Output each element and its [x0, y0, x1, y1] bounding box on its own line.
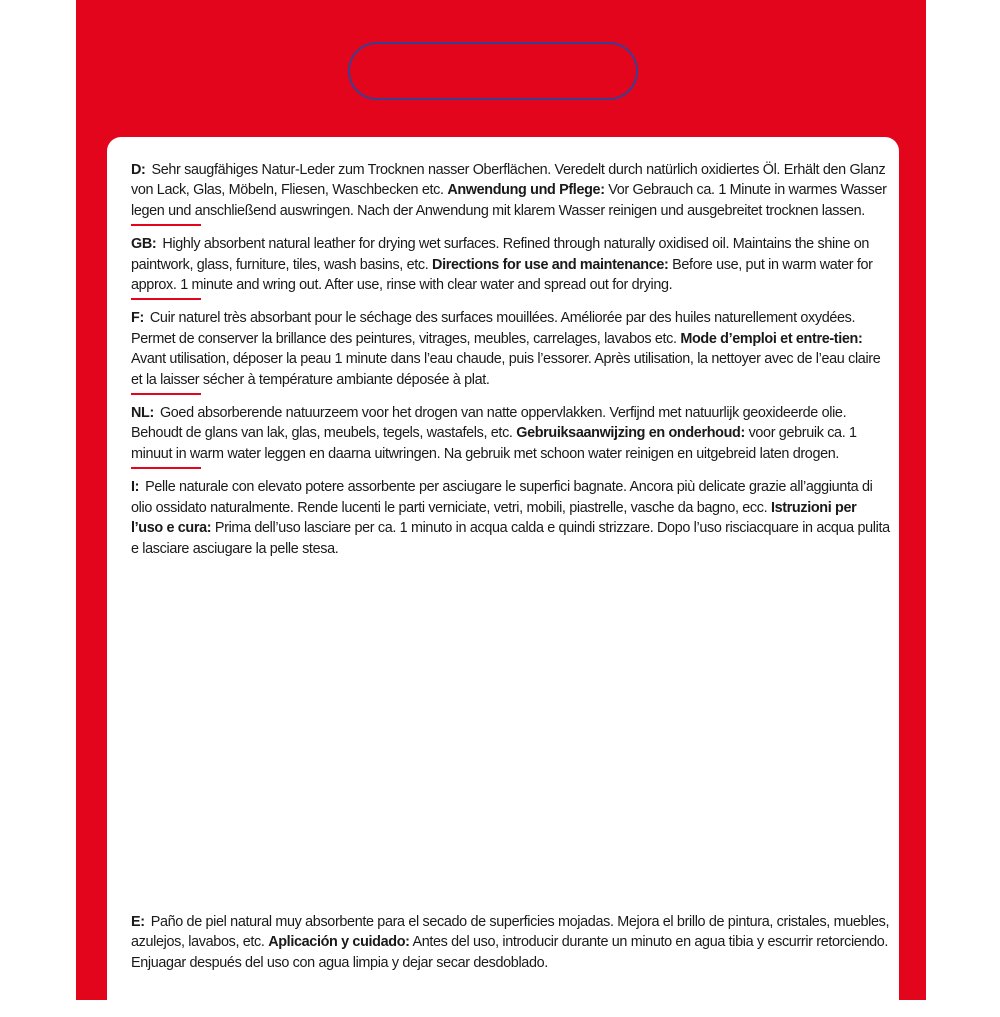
lang-code-fr: F:	[131, 310, 144, 327]
lang-code-es: E:	[131, 914, 145, 930]
hang-hole-outline	[348, 42, 638, 100]
separator-line	[131, 393, 201, 395]
text-gb-1: Highly absorbent natural leather for drying wet surfaces. Refined through naturally oxidised oil. Maintains the shine on paintwork, glass, furniture, tiles, wash basins, etc.	[131, 236, 870, 273]
text-de-1: Sehr saugfähiges Natur-Leder zum Trocknen nasser Oberflächen. Veredelt durch natürlich oxidiertes Öl. Erhält den Glanz von Lack, Glas, Möbeln, Fliesen, Waschbecken etc.	[131, 162, 886, 199]
heading-nl: Gebruiksaanwijzing en onderhoud:	[516, 425, 745, 442]
block-dutch	[131, 403, 891, 469]
separator-line	[131, 298, 201, 300]
separator-line	[131, 224, 201, 226]
lang-code-gb: GB:	[131, 236, 157, 253]
text-nl-2: voor gebruik ca. 1 minuut in warm water leggen en daarna uitwringen. Na gebruik met schoon water reinigen en uitgebreid laten drogen.	[131, 425, 857, 462]
lang-code-it: I:	[131, 479, 140, 496]
text-it-1: Pelle naturale con elevato potere assorbente per asciugare le superfici bagnate. Ancora più delicate grazie all’aggiunta di olio ossidato naturalmente. Rende lucenti le parti verniciate, vetri, mobili, piastrelle, vasche da bagno, ecc.	[131, 479, 873, 516]
block-german	[131, 160, 891, 226]
heading-es: Aplicación y cuidado:	[268, 934, 410, 951]
block-french-paragraph	[131, 308, 891, 390]
block-german-paragraph	[131, 160, 891, 221]
heading-fr: Mode d’emploi et entre-tien:	[680, 330, 863, 347]
block-french	[131, 308, 891, 395]
text-nl-1: Goed absorberende natuurzeem voor het drogen van natte oppervlakken. Verfijnd met natuurlijk geoxideerde olie. Behoudt de glans van lak, glas, meubels, tegels, wastafels, etc.	[131, 405, 847, 442]
heading-de: Anwendung und Pflege:	[447, 182, 605, 199]
text-fr-2: Avant utilisation, déposer la peau 1 minute dans l’eau chaude, puis l’essorer. Après utilisation, la nettoyer avec de l’eau claire et la laisser sécher à température ambiante déposée à plat.	[131, 351, 881, 388]
heading-it: Istruzioni per l’uso e cura:	[131, 499, 857, 537]
block-spanish-paragraph	[131, 912, 891, 973]
block-english	[131, 234, 891, 300]
block-italian	[131, 477, 891, 559]
block-dutch-paragraph	[131, 403, 891, 464]
text-es-1: Paño de piel natural muy absorbente para el secado de superficies mojadas. Mejora el brillo de pintura, cristales, muebles, azulejos, lavabos, etc.	[131, 914, 890, 951]
block-spanish	[131, 912, 891, 973]
lang-code-nl: NL:	[131, 405, 154, 422]
block-italian-paragraph	[131, 477, 891, 559]
lang-code-de: D:	[131, 162, 146, 178]
text-fr-1: Cuir naturel très absorbant pour le séchage des surfaces mouillées. Améliorée par des huiles naturellement oxydées. Permet de conserver la brillance des peintures, vitrages, meubles, carrelages, lavabos etc.	[131, 310, 856, 347]
text-es-2: Antes del uso, introducir durante un minuto en agua tibia y escurrir retorciendo. Enjuagar después del uso con agua limpia y dejar secar desdoblado.	[131, 934, 889, 971]
heading-gb: Directions for use and maintenance:	[432, 256, 669, 273]
block-english-paragraph	[131, 234, 891, 295]
text-gb-2: Before use, put in warm water for approx. 1 minute and wring out. After use, rinse with clear water and spread out for drying.	[131, 256, 873, 294]
instruction-text-area	[131, 160, 891, 559]
text-de-2: Vor Gebrauch ca. 1 Minute in warmes Wasser legen und anschließend auswringen. Nach der Anwendung mit klarem Wasser reinigen und ausgebreitet trocknen lassen.	[131, 182, 887, 219]
separator-line	[131, 467, 201, 469]
text-it-2: Prima dell’uso lasciare per ca. 1 minuto in acqua calda e quindi strizzare. Dopo l’uso risciacquare in acqua pulita e lasciare asciugare la pelle stesa.	[131, 520, 890, 557]
